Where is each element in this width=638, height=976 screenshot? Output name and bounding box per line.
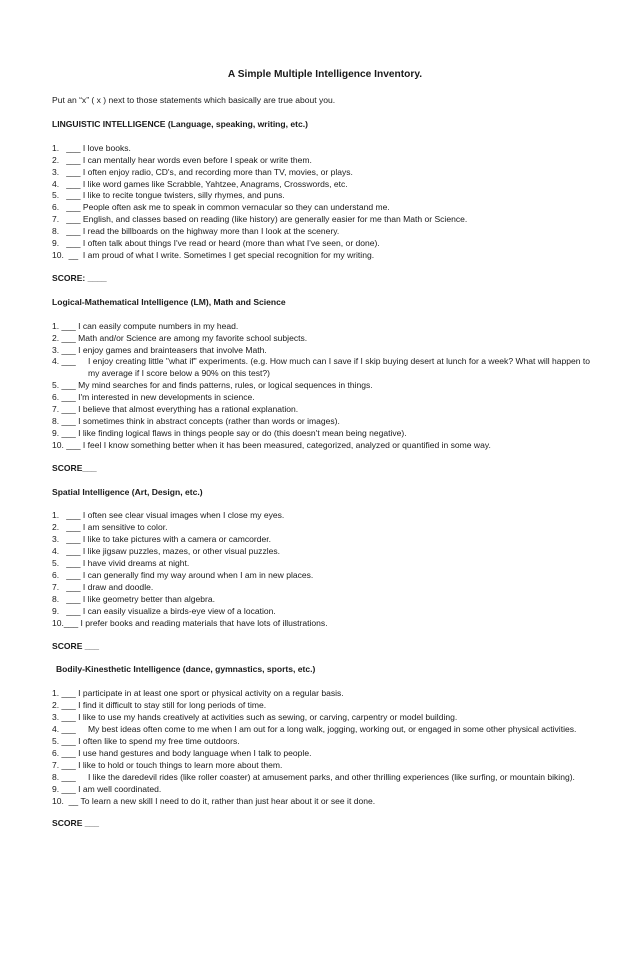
statement-text: I can mentally hear words even before I speak or write them. <box>82 154 312 165</box>
statement-number-blank[interactable]: 4. ___ <box>52 724 79 735</box>
statement-item <box>52 392 598 404</box>
statement-number-blank[interactable]: 4. ___ <box>52 356 79 367</box>
statement-text: I like the daredevil rides (like roller coaster) at amusement parks, and other thrilling experiences (like surfing, or mountain biking). <box>88 771 575 782</box>
statement-item <box>52 510 598 522</box>
statement-number-blank[interactable]: 6. ___ <box>52 747 79 758</box>
statement-item <box>52 618 598 630</box>
statement-number-blank[interactable]: 7. ___ <box>52 581 83 592</box>
statement-number-blank[interactable]: 7. ___ <box>52 759 79 770</box>
statement-number-blank[interactable]: 10. ___ <box>52 439 83 450</box>
statement-text: I often like to spend my free time outdoors. <box>78 735 240 746</box>
statement-text: I enjoy creating little "what if" experiments. (e.g. How much can I save if I skip buying desert at lunch for a week? What will happen to my average if I score below a 90% on this test?) <box>88 356 591 379</box>
statement-text: I like jigsaw puzzles, mazes, or other visual puzzles. <box>82 546 281 557</box>
statement-item <box>52 190 598 202</box>
section-heading: Spatial Intelligence (Art, Design, etc.) <box>52 486 203 497</box>
statement-text: I like to recite tongue twisters, silly rhymes, and puns. <box>82 190 285 201</box>
statement-number-blank[interactable]: 8. ___ <box>52 593 83 604</box>
statement-item <box>52 796 598 808</box>
statement-item <box>52 333 598 345</box>
statement-text: I like to hold or touch things to learn more about them. <box>78 759 283 770</box>
statement-text: I read the billboards on the highway more than I look at the scenery. <box>82 226 340 237</box>
statement-number-blank[interactable]: 9. ___ <box>52 238 83 249</box>
statement-number-blank[interactable]: 5. ___ <box>52 558 83 569</box>
statement-item <box>52 534 598 546</box>
statement-number-blank[interactable]: 7. ___ <box>52 214 83 225</box>
statement-text: I like geometry better than algebra. <box>82 593 215 604</box>
statement-text: I like word games like Scrabble, Yahtzee, Anagrams, Crosswords, etc. <box>82 178 348 189</box>
statement-text: I love books. <box>82 142 131 153</box>
statement-text: I like finding logical flaws in things people say or do (this doesn't mean being negative). <box>78 427 407 438</box>
statement-item <box>52 440 598 452</box>
section-score[interactable]: SCORE___ <box>52 462 97 473</box>
statement-item <box>52 748 598 760</box>
statement-text: I can easily visualize a birds-eye view of a location. <box>82 605 276 616</box>
statement-text: I can generally find my way around when I am in new places. <box>82 570 314 580</box>
statement-item <box>52 700 598 712</box>
statement-text: I am proud of what I write. Sometimes I get special recognition for my writing. <box>82 249 375 260</box>
statement-number-blank[interactable]: 6. ___ <box>52 570 83 580</box>
section-heading: Bodily-Kinesthetic Intelligence (dance, gymnastics, sports, etc.) <box>56 664 316 675</box>
statement-number-blank[interactable]: 10.___ <box>52 617 81 628</box>
section-score[interactable]: SCORE ___ <box>52 640 100 651</box>
statement-text: I have vivid dreams at night. <box>82 558 190 569</box>
statement-number-blank[interactable]: 8. ___ <box>52 226 83 237</box>
section-score[interactable]: SCORE: ____ <box>52 272 107 283</box>
statement-number-blank[interactable]: 1. ___ <box>52 320 79 331</box>
statement-text: I like to take pictures with a camera or camcorder. <box>82 534 271 545</box>
statement-item <box>52 428 598 440</box>
statement-item <box>52 688 598 700</box>
statement-number-blank[interactable]: 10. __ <box>52 249 83 260</box>
instructions: Put an “x” ( x ) next to those statements which basically are true about you. <box>52 95 336 105</box>
statement-item <box>52 155 598 167</box>
statement-number-blank[interactable]: 9. ___ <box>52 783 79 794</box>
statement-item <box>52 546 598 558</box>
statement-list <box>52 321 598 452</box>
statement-number-blank[interactable]: 5. ___ <box>52 380 79 391</box>
statement-item <box>52 345 598 357</box>
statement-item <box>52 570 598 582</box>
statement-item <box>52 724 598 736</box>
statement-item <box>52 606 598 618</box>
statement-text: I feel I know something better when it has been measured, categorized, analyzed or quantified in some way. <box>82 439 491 450</box>
statement-number-blank[interactable]: 3. ___ <box>52 166 83 177</box>
section-heading: LINGUISTIC INTELLIGENCE (Language, speaking, writing, etc.) <box>52 118 308 129</box>
statement-item <box>52 522 598 534</box>
section-score[interactable]: SCORE ___ <box>52 818 100 829</box>
statement-item <box>52 594 598 606</box>
statement-item <box>52 416 598 428</box>
statement-item <box>52 143 598 155</box>
statement-text: I'm interested in new developments in science. <box>78 392 255 403</box>
statement-text: Math and/or Science are among my favorite school subjects. <box>78 332 308 343</box>
statement-number-blank[interactable]: 5. ___ <box>52 190 83 201</box>
statement-text: People often ask me to speak in common vernacular so they can understand me. <box>82 202 390 213</box>
statement-text: I enjoy games and brainteasers that involve Math. <box>78 344 267 355</box>
statement-number-blank[interactable]: 8. ___ <box>52 771 79 782</box>
statement-text: English, and classes based on reading (like history) are generally easier for me than Math or Science. <box>82 214 468 225</box>
statement-item <box>52 582 598 594</box>
statement-text: I use hand gestures and body language when I talk to people. <box>78 747 312 758</box>
document-title: A Simple Multiple Intelligence Inventory. <box>227 69 423 80</box>
statement-item <box>52 380 598 392</box>
statement-item <box>52 179 598 191</box>
statement-number-blank[interactable]: 2. ___ <box>52 154 83 165</box>
statement-item <box>52 238 598 250</box>
statement-item <box>52 712 598 724</box>
statement-text: To learn a new skill I need to do it, rather than just hear about it or see it done. <box>80 795 376 806</box>
statement-number-blank[interactable]: 9. ___ <box>52 427 79 438</box>
statement-number-blank[interactable]: 1. ___ <box>52 510 83 521</box>
statement-text: I like to use my hands creatively at activities such as sewing, or carving, carpentry or model building. <box>78 712 458 723</box>
statement-item <box>52 250 598 262</box>
statement-number-blank[interactable]: 5. ___ <box>52 735 79 746</box>
statement-item <box>52 760 598 772</box>
statement-list <box>52 143 598 262</box>
statement-item <box>52 214 598 226</box>
statement-item <box>52 202 598 214</box>
statement-text: I can easily compute numbers in my head. <box>78 320 239 331</box>
statement-text: I participate in at least one sport or physical activity on a regular basis. <box>78 688 344 699</box>
statement-item <box>52 772 598 784</box>
statement-text: My best ideas often come to me when I am out for a long walk, jogging, working out, or engaged in some other physical activities. <box>88 724 577 735</box>
statement-list <box>52 510 598 629</box>
statement-text: I prefer books and reading materials that have lots of illustrations. <box>80 617 328 628</box>
statement-number-blank[interactable]: 3. ___ <box>52 344 79 355</box>
statement-text: I am well coordinated. <box>78 783 162 794</box>
statement-number-blank[interactable]: 4. ___ <box>52 178 83 189</box>
statement-item <box>52 321 598 333</box>
statement-text: I often enjoy radio, CD's, and recording more than TV, movies, or plays. <box>82 166 353 177</box>
statement-number-blank[interactable]: 6. ___ <box>52 202 83 213</box>
statement-text: I believe that almost everything has a rational explanation. <box>78 404 299 415</box>
statement-text: I draw and doodle. <box>82 581 154 592</box>
inventory-sections <box>52 119 598 830</box>
statement-number-blank[interactable]: 10. __ <box>52 795 81 806</box>
statement-number-blank[interactable]: 8. ___ <box>52 415 79 426</box>
statement-number-blank[interactable]: 7. ___ <box>52 404 79 415</box>
statement-number-blank[interactable]: 4. ___ <box>52 546 83 557</box>
statement-number-blank[interactable]: 3. ___ <box>52 534 83 545</box>
statement-item <box>52 784 598 796</box>
statement-text: My mind searches for and finds patterns, rules, or logical sequences in things. <box>78 380 373 391</box>
statement-text: I find it difficult to stay still for long periods of time. <box>78 700 267 711</box>
statement-number-blank[interactable]: 1. ___ <box>52 142 83 153</box>
statement-item <box>52 226 598 238</box>
statement-item <box>52 404 598 416</box>
statement-item <box>52 736 598 748</box>
statement-number-blank[interactable]: 6. ___ <box>52 392 79 403</box>
statement-number-blank[interactable]: 2. ___ <box>52 332 79 343</box>
statement-text: I sometimes think in abstract concepts (rather than words or images). <box>78 415 340 426</box>
statement-number-blank[interactable]: 1. ___ <box>52 688 79 699</box>
section-heading: Logical-Mathematical Intelligence (LM), Math and Science <box>52 296 286 307</box>
statement-list <box>52 688 598 807</box>
statement-number-blank[interactable]: 2. ___ <box>52 700 79 711</box>
statement-number-blank[interactable]: 3. ___ <box>52 712 79 723</box>
statement-text: I often see clear visual images when I close my eyes. <box>82 510 285 521</box>
statement-item <box>52 356 598 380</box>
statement-number-blank[interactable]: 9. ___ <box>52 605 83 616</box>
statement-item <box>52 167 598 179</box>
statement-number-blank[interactable]: 2. ___ <box>52 522 83 533</box>
statement-text: I am sensitive to color. <box>82 522 168 533</box>
statement-item <box>52 558 598 570</box>
statement-text: I often talk about things I've read or heard (more than what I've seen, or done). <box>82 238 380 249</box>
